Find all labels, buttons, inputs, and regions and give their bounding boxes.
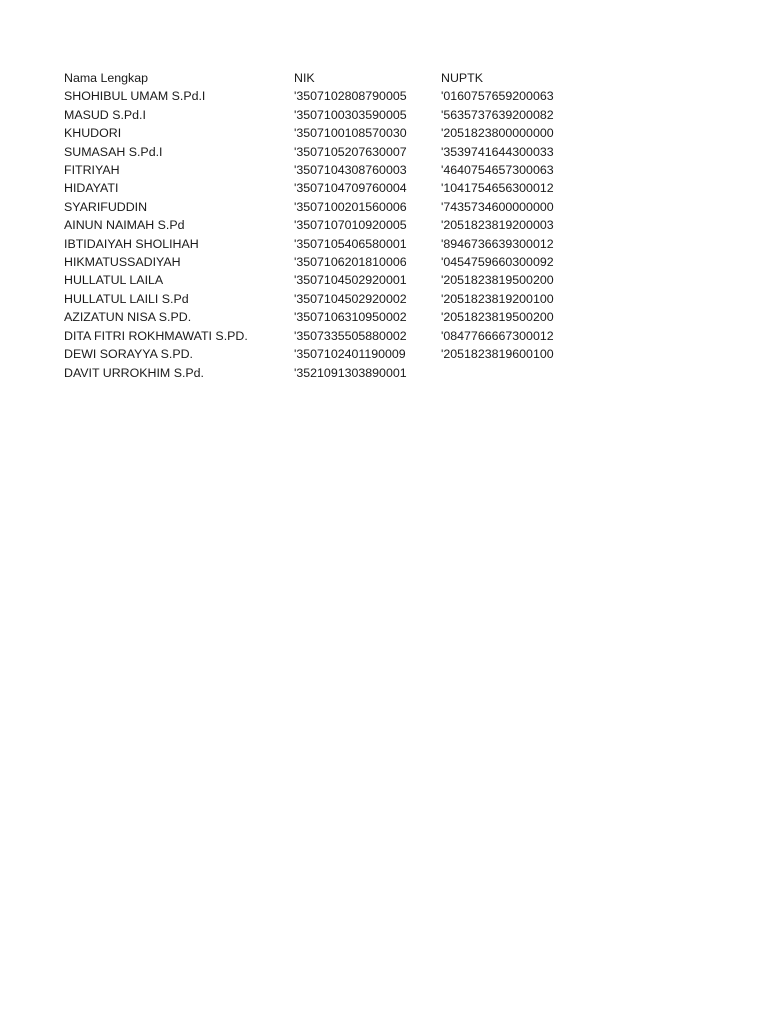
cell-nik[interactable]: '3507102808790005 [294, 89, 407, 104]
cell-nama[interactable]: AINUN NAIMAH S.Pd [64, 218, 185, 233]
cell-nama[interactable]: HULLATUL LAILA [64, 273, 164, 288]
cell-nuptk[interactable]: '2051823819200003 [441, 218, 554, 233]
cell-nik[interactable]: '3507102401190009 [294, 347, 406, 362]
cell-nik[interactable]: '3507105406580001 [294, 236, 407, 251]
cell-nik[interactable]: '3507106310950002 [294, 310, 407, 325]
cell-nuptk[interactable]: '4640754657300063 [441, 163, 554, 178]
cell-nama[interactable]: DITA FITRI ROKHMAWATI S.PD. [64, 328, 248, 343]
cell-nama[interactable]: AZIZATUN NISA S.PD. [64, 310, 192, 325]
table-row [64, 235, 704, 253]
cell-nuptk[interactable] [441, 364, 704, 382]
cell-nuptk[interactable]: '0847766667300012 [441, 328, 554, 343]
table-row [64, 253, 704, 271]
cell-nuptk[interactable]: '2051823819500200 [441, 310, 554, 325]
cell-nik[interactable]: '3507106201810006 [294, 255, 407, 270]
cell-nuptk[interactable]: '2051823800000000 [441, 126, 554, 141]
cell-nama[interactable]: DEWI SORAYYA S.PD. [64, 347, 193, 362]
table-row [64, 364, 704, 382]
header-nuptk[interactable]: NUPTK [441, 71, 483, 85]
cell-nama[interactable]: MASUD S.Pd.I [64, 107, 146, 122]
cell-nik[interactable]: '3507104308760003 [294, 163, 407, 178]
cell-nik[interactable]: '3521091303890001 [294, 365, 407, 380]
cell-nik[interactable]: '3507100201560006 [294, 199, 407, 214]
cell-nama[interactable]: HULLATUL LAILI S.Pd [64, 291, 189, 306]
cell-nik[interactable]: '3507104502920002 [294, 291, 407, 306]
cell-nuptk[interactable]: '0454759660300092 [441, 255, 554, 270]
table-row [64, 271, 704, 289]
cell-nama[interactable]: SUMASAH S.Pd.I [64, 144, 163, 159]
cell-nama[interactable]: HIKMATUSSADIYAH [64, 255, 181, 270]
cell-nik[interactable]: '3507104502920001 [294, 273, 407, 288]
cell-nuptk[interactable]: '8946736639300012 [441, 236, 554, 251]
cell-nuptk[interactable]: '7435734600000000 [441, 199, 554, 214]
cell-nama[interactable]: HIDAYATI [64, 181, 119, 196]
cell-nama[interactable]: SYARIFUDDIN [64, 199, 148, 214]
cell-nik[interactable]: '3507100108570030 [294, 126, 407, 141]
cell-nuptk[interactable]: '5635737639200082 [441, 107, 554, 122]
table-row [64, 143, 704, 161]
cell-nik[interactable]: '3507335505880002 [294, 328, 407, 343]
table-row [64, 308, 704, 326]
table-row [64, 216, 704, 234]
cell-nama[interactable]: SHOHIBUL UMAM S.Pd.I [64, 89, 206, 104]
table-row [64, 198, 704, 216]
table-row [64, 345, 704, 363]
cell-nik[interactable]: '3507107010920005 [294, 218, 407, 233]
cell-nama[interactable]: DAVIT URROKHIM S.Pd. [64, 365, 204, 380]
header-row [64, 69, 704, 87]
cell-nuptk[interactable]: '2051823819200100 [441, 291, 554, 306]
cell-nuptk[interactable]: '3539741644300033 [441, 144, 554, 159]
table-row [64, 290, 704, 308]
table-row [64, 161, 704, 179]
cell-nuptk[interactable]: '2051823819500200 [441, 273, 554, 288]
cell-nuptk[interactable]: '0160757659200063 [441, 89, 554, 104]
spreadsheet-sheet [64, 69, 704, 382]
header-nama-lengkap[interactable]: Nama Lengkap [64, 71, 149, 85]
cell-nik[interactable]: '3507105207630007 [294, 144, 407, 159]
table-row [64, 106, 704, 124]
cell-nik[interactable]: '3507104709760004 [294, 181, 407, 196]
cell-nama[interactable]: KHUDORI [64, 126, 122, 141]
cell-nuptk[interactable]: '2051823819600100 [441, 347, 554, 362]
table-row [64, 87, 704, 105]
header-nik[interactable]: NIK [294, 71, 315, 85]
cell-nik[interactable]: '3507100303590005 [294, 107, 407, 122]
table-row [64, 179, 704, 197]
cell-nuptk[interactable]: '1041754656300012 [441, 181, 554, 196]
table-row [64, 124, 704, 142]
table-row [64, 327, 704, 345]
staff-table [64, 69, 704, 382]
cell-nama[interactable]: IBTIDAIYAH SHOLIHAH [64, 236, 199, 251]
cell-nama[interactable]: FITRIYAH [64, 163, 120, 178]
